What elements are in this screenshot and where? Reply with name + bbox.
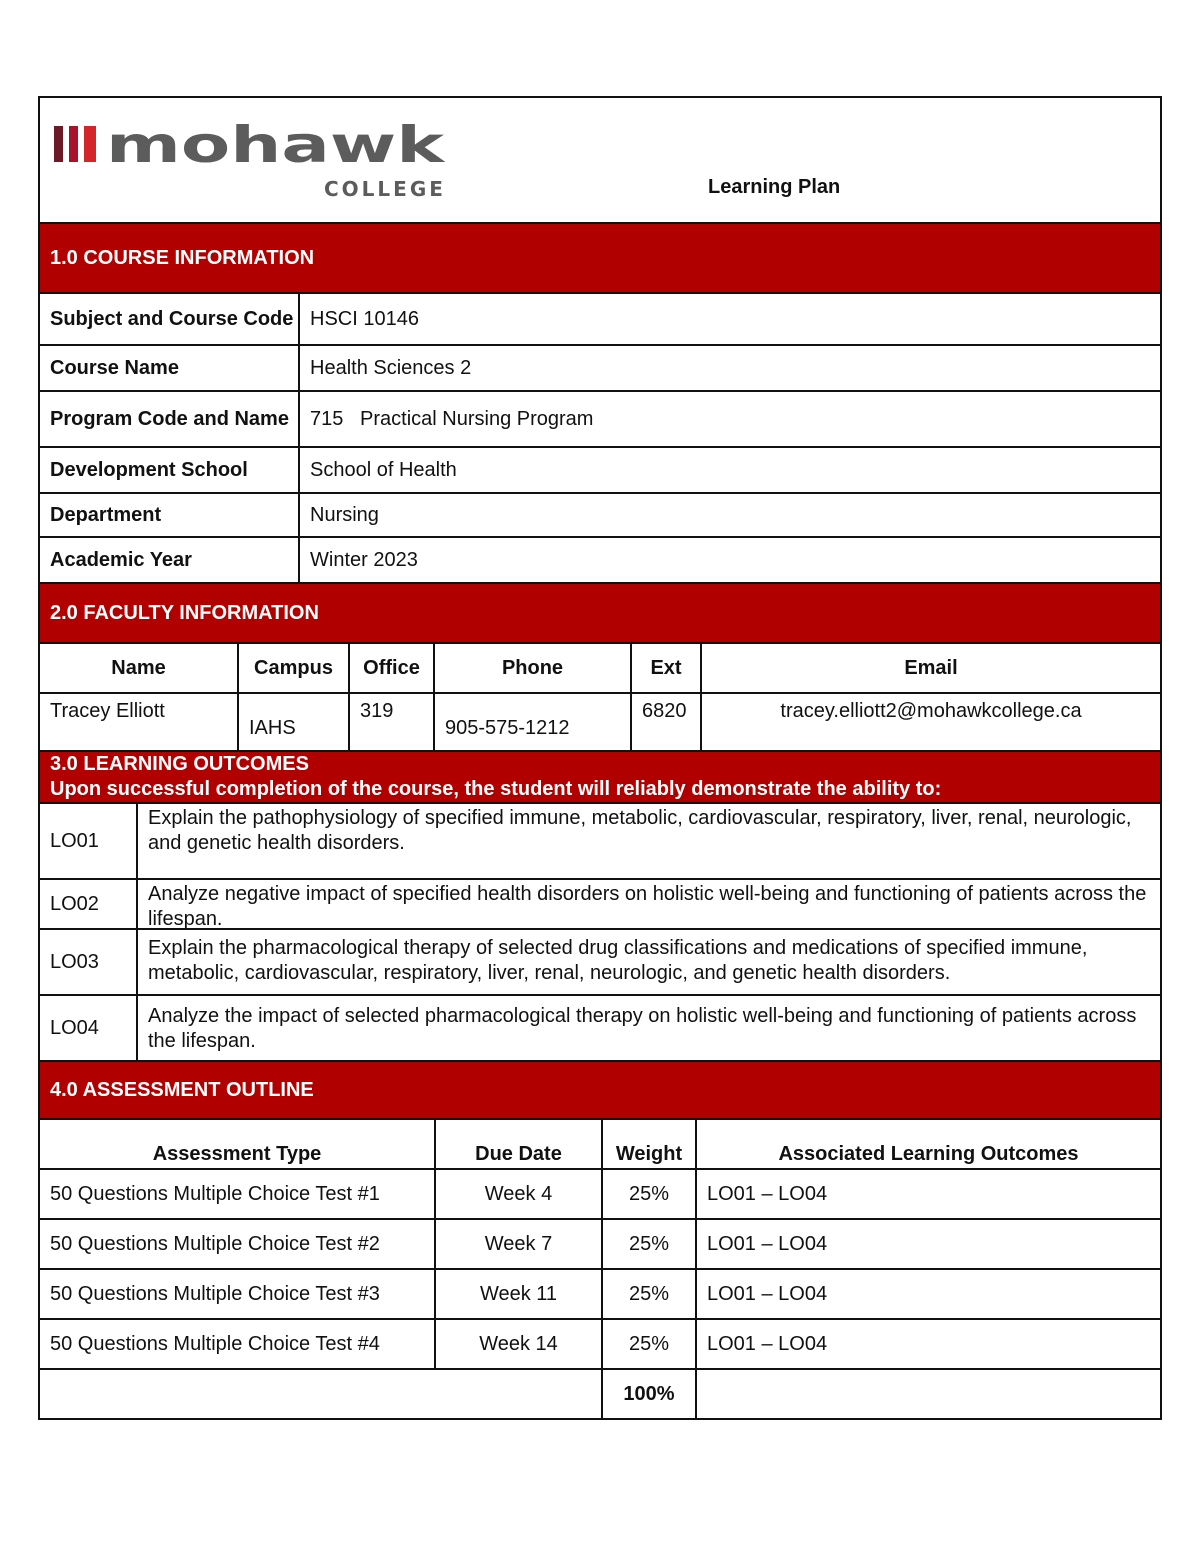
faculty-email[interactable] (700, 692, 1162, 752)
assessment-3-type: 50 Questions Multiple Choice Test #3 (38, 1268, 436, 1320)
faculty-col-ext: Ext (630, 642, 702, 694)
faculty-col-office: Office (348, 642, 435, 694)
course-information-heading: 1.0 COURSE INFORMATION (38, 222, 1162, 294)
lo01-text: Explain the pathophysiology of specified immune, metabolic, cardiovascular, respiratory, liver, renal, neurologic, and genetic health disorders. (136, 802, 1162, 880)
assessment-3-due: Week 11 (434, 1268, 603, 1320)
lo03-text: Explain the pharmacological therapy of selected drug classifications and medications of specified immune, metabolic, cardiovascular, respiratory, liver, renal, neurologic, and genetic health disorders. (136, 928, 1162, 996)
course-code-label: Subject and Course Code (38, 292, 300, 346)
lo02-code: LO02 (38, 878, 138, 930)
faculty-col-name: Name (38, 642, 239, 694)
development-school-label: Development School (38, 446, 300, 494)
faculty-col-campus: Campus (237, 642, 350, 694)
course-name-value: Health Sciences 2 (298, 344, 1162, 392)
assessment-1-due: Week 4 (434, 1168, 603, 1220)
assessment-total-weight: 100% (601, 1368, 697, 1420)
department-label: Department (38, 492, 300, 538)
faculty-information-heading: 2.0 FACULTY INFORMATION (38, 582, 1162, 644)
faculty-phone-text: 905-575-1212 (445, 717, 570, 739)
assessment-outline-heading: 4.0 ASSESSMENT OUTLINE (38, 1060, 1162, 1120)
assessment-3-weight: 25% (601, 1268, 697, 1320)
faculty-name: Tracey Elliott (38, 692, 239, 752)
assessment-2-type: 50 Questions Multiple Choice Test #2 (38, 1218, 436, 1270)
mohawk-college-logo (54, 122, 454, 202)
faculty-ext: 6820 (630, 692, 702, 752)
assessment-col-outcomes: Associated Learning Outcomes (695, 1118, 1162, 1170)
course-name-label: Course Name (38, 344, 300, 392)
program-value (298, 390, 1162, 448)
faculty-phone (433, 692, 632, 752)
assessment-4-due: Week 14 (434, 1318, 603, 1370)
assessment-col-due: Due Date (434, 1118, 603, 1170)
faculty-office: 319 (348, 692, 435, 752)
academic-year-value: Winter 2023 (298, 536, 1162, 584)
department-value: Nursing (298, 492, 1162, 538)
learning-outcomes-subtitle: Upon successful completion of the course, the student will reliably demonstrate the ability to: (50, 778, 942, 800)
assessment-2-due: Week 7 (434, 1218, 603, 1270)
logo-wordmark: mohawk (106, 122, 447, 174)
lo04-text: Analyze the impact of selected pharmacological therapy on holistic well-being and functioning of patients across the lifespan. (136, 994, 1162, 1062)
assessment-col-type: Assessment Type (38, 1118, 436, 1170)
program-label: Program Code and Name (38, 390, 300, 448)
course-code-value: HSCI 10146 (298, 292, 1162, 346)
academic-year-label: Academic Year (38, 536, 300, 584)
development-school-value: School of Health (298, 446, 1162, 494)
assessment-1-outcomes: LO01 – LO04 (695, 1168, 1162, 1220)
faculty-campus (237, 692, 350, 752)
program-value-text: 715 Practical Nursing Program (310, 407, 594, 430)
assessment-1-weight: 25% (601, 1168, 697, 1220)
assessment-col-weight: Weight (601, 1118, 697, 1170)
faculty-campus-text: IAHS (249, 717, 296, 739)
faculty-col-phone: Phone (433, 642, 632, 694)
assessment-4-weight: 25% (601, 1318, 697, 1370)
assessment-total-outcomes-blank (695, 1368, 1162, 1420)
learning-outcomes-title: 3.0 LEARNING OUTCOMES (50, 753, 309, 775)
faculty-col-email: Email (700, 642, 1162, 694)
assessment-1-type: 50 Questions Multiple Choice Test #1 (38, 1168, 436, 1220)
learning-outcomes-heading (38, 750, 1162, 804)
document-title: Learning Plan (708, 176, 841, 198)
lo03-code: LO03 (38, 928, 138, 996)
header-block (38, 96, 1162, 224)
assessment-2-outcomes: LO01 – LO04 (695, 1218, 1162, 1270)
logo-subtitle: COLLEGE (324, 177, 446, 201)
lo02-text: Analyze negative impact of specified health disorders on holistic well-being and functioning of patients across the lifespan. (136, 878, 1162, 930)
assessment-4-type: 50 Questions Multiple Choice Test #4 (38, 1318, 436, 1370)
lo01-code: LO01 (38, 802, 138, 880)
assessment-2-weight: 25% (601, 1218, 697, 1270)
lo04-code: LO04 (38, 994, 138, 1062)
assessment-total-blank (38, 1368, 603, 1420)
assessment-4-outcomes: LO01 – LO04 (695, 1318, 1162, 1370)
assessment-3-outcomes: LO01 – LO04 (695, 1268, 1162, 1320)
faculty-email-link[interactable]: tracey.elliott2@mohawkcollege.ca (780, 700, 1082, 722)
